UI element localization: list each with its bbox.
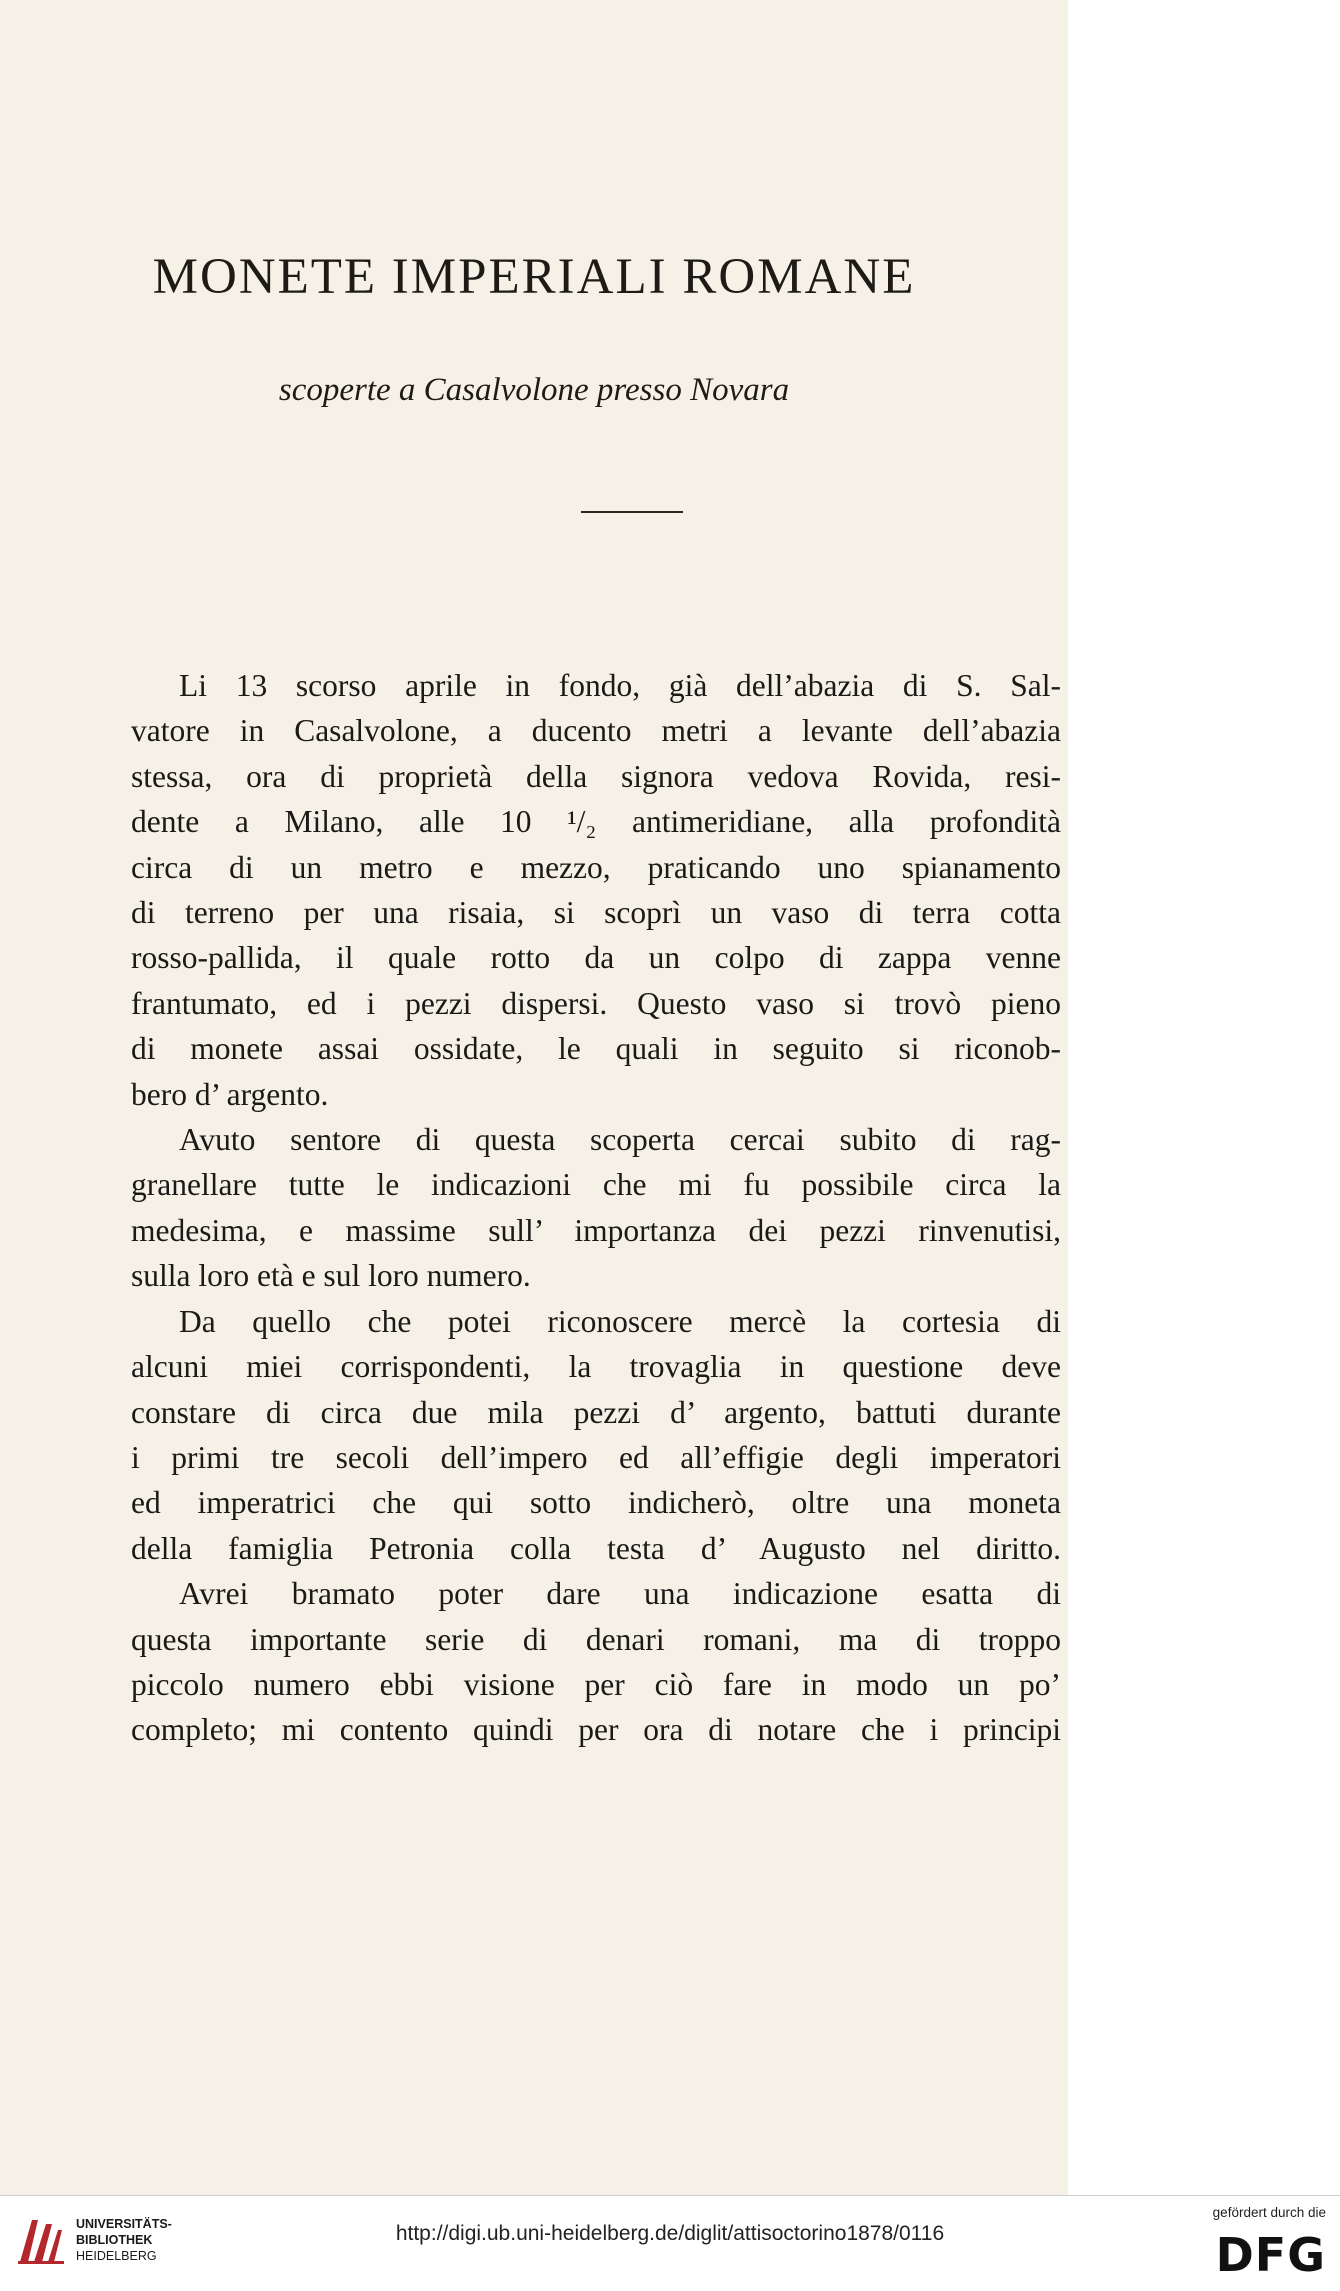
body-line: Li 13 scorso aprile in fondo, già dell’abazia di S. Sal- [179, 668, 1061, 703]
body-line: Avuto sentore di questa scoperta cercai subito di rag- [179, 1122, 1061, 1158]
article-subtitle: scoperte a Casalvolone presso Novara [278, 372, 790, 408]
title-divider [581, 511, 683, 513]
body-line: granellare tutte le indicazioni che mi fu possibile circa la [131, 1167, 1061, 1203]
body-line: della famiglia Petronia colla testa d’ Augusto nel diritto. [131, 1530, 1061, 1566]
body-line: bero d’ argento. [131, 1076, 329, 1112]
article-body [131, 663, 1061, 1753]
library-name-line: UNIVERSITÄTS- [76, 2217, 172, 2231]
permalink-url[interactable]: http://digi.ub.uni-heidelberg.de/diglit/attisoctorino1878/0116 [395, 2222, 945, 2245]
body-line: constare di circa due mila pezzi d’ argento, battuti durante [131, 1394, 1061, 1430]
body-line: ed imperatrici che qui sotto indicherò, oltre una moneta [131, 1485, 1061, 1521]
body-line: piccolo numero ebbi visione per ciò fare in modo un po’ [131, 1666, 1061, 1702]
body-line: i primi tre secoli dell’impero ed all’effigie degli imperatori [131, 1439, 1061, 1475]
body-line: rosso-pallida, il quale rotto da un colpo di zappa venne [131, 940, 1061, 976]
body-line: vatore in Casalvolone, a ducento metri a levante dell’abazia [131, 713, 1061, 749]
body-line: di terreno per una risaia, si scoprì un vaso di terra cotta [131, 895, 1061, 931]
body-line: di monete assai ossidate, le quali in seguito si riconob- [131, 1031, 1061, 1067]
article-title: MONETE IMPERIALI ROMANE [152, 249, 916, 305]
body-line: stessa, ora di proprietà della signora vedova Rovida, resi- [131, 758, 1061, 794]
page-margin [1068, 0, 1340, 2195]
body-line: frantumato, ed i pezzi dispersi. Questo vaso si trovò pieno [131, 985, 1061, 1021]
body-line: circa di un metro e mezzo, praticando uno spianamento [131, 849, 1061, 885]
body-line: Da quello che potei riconoscere mercè la cortesia di [179, 1303, 1061, 1339]
dfg-logo: DFG [1215, 2228, 1326, 2282]
body-line: completo; mi contento quindi per ora di notare che i principi [131, 1712, 1061, 1748]
body-line: questa importante serie di denari romani, ma di troppo [131, 1621, 1061, 1657]
library-name-line: HEIDELBERG [76, 2249, 157, 2263]
body-line: dente a Milano, alle 10 ¹/₂ antimeridiane, alla profondità [131, 804, 1061, 840]
funding-label: gefördert durch die [1212, 2205, 1326, 2220]
library-name-line: BIBLIOTHEK [76, 2233, 153, 2247]
body-line: alcuni miei corrispondenti, la trovaglia in questione deve [131, 1349, 1061, 1385]
body-line: Avrei bramato poter dare una indicazione esatta di [179, 1576, 1061, 1612]
body-line: medesima, e massime sull’ importanza dei pezzi rinvenutisi, [131, 1212, 1061, 1248]
body-line: sulla loro età e sul loro numero. [131, 1258, 531, 1294]
